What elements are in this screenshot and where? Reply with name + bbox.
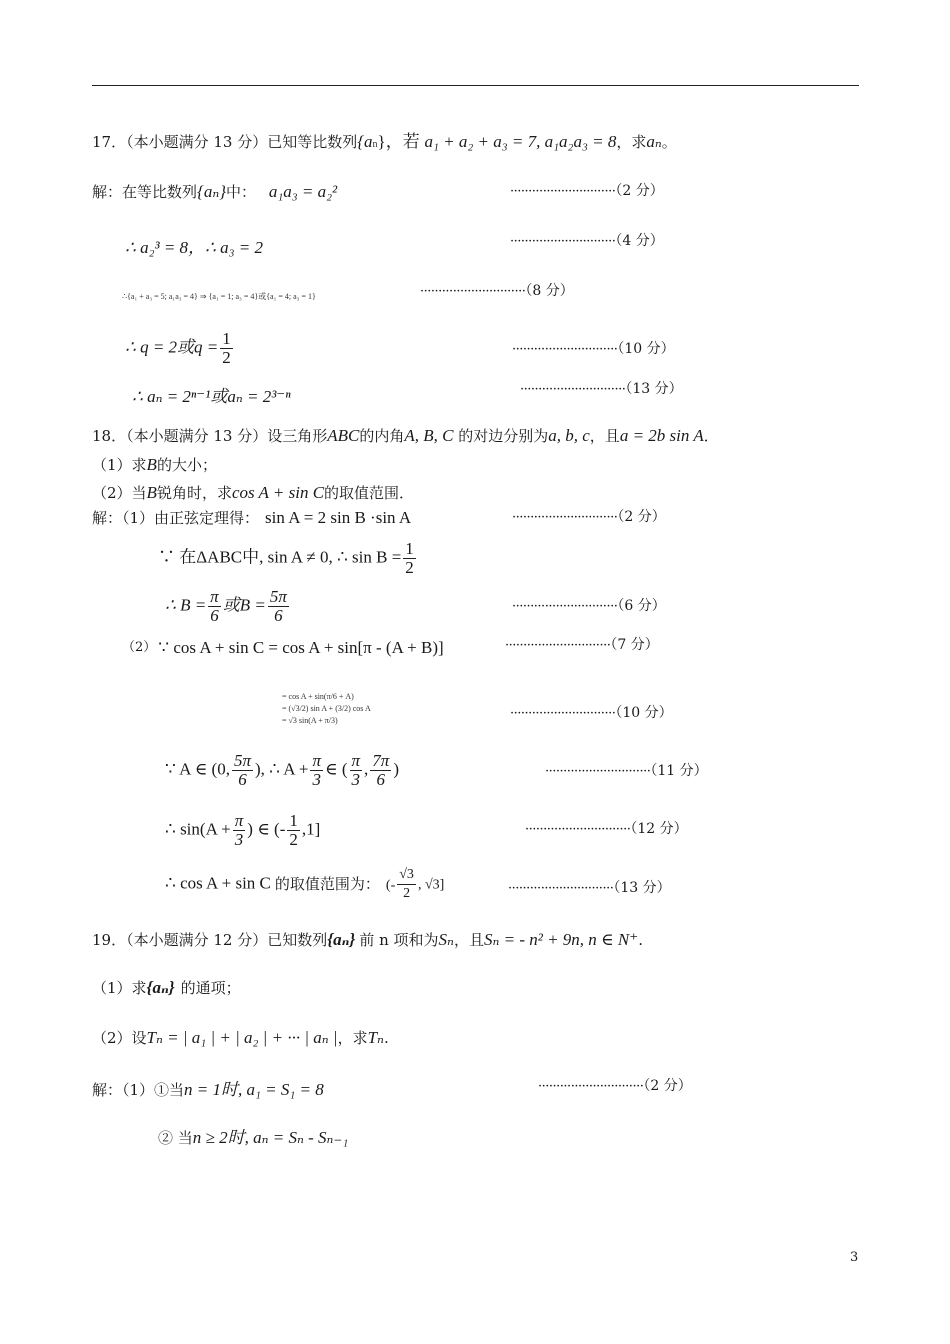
score-dots: ·····························（13 分） [508, 880, 671, 896]
problem-18-line7: ∴ sin(A + $\frac{\pi}{3}$ ) ∈ (- $\frac{1}{2}$ ,1] [165, 811, 321, 849]
problem-18-line2: ∵ 在ΔABC中, sin A ≠ 0, ∴ sin B = $\frac{1}{2}$ [158, 539, 414, 577]
problem-17-solution-intro: 解：在等比数列{aₙ}中： a₁a₃ = a₂² [92, 182, 338, 201]
problem-17-statement: 17．（本小题满分 13 分）已知等比数列{an}，若 a₁ + a₂ + a₃ = 7, a₁a₂a₃ = 8，求aₙ。 [92, 132, 677, 151]
problem-18-line5a: = cos A + sin(π/6 + A) [282, 692, 354, 701]
problem-19-q2: （2）设Tₙ = | a₁ | + | a₂ | + ··· | aₙ |，求Tₙ. [92, 1028, 389, 1047]
problem-18-line3: ∴ B = $\frac{\pi}{6}$ 或B = $\frac{5\pi}{6}$ [165, 587, 287, 625]
score-dots: ·····························（2 分） [538, 1078, 692, 1094]
problem-19-solution-2: ② 当n ≥ 2时, aₙ = Sₙ - Sₙ₋₁ [158, 1128, 349, 1147]
problem-17-step3: ∴{a₁ + a₃ = 5; a₁a₃ = 4} ⇒ {a₁ = 1; a₃ = 4}或{a₁ = 4; a₃ = 1} [122, 292, 316, 301]
problem-18-line6: ∵ A ∈ (0, $\frac{5\pi}{6}$ ), ∴ A + $\frac{\pi}{3}$ ∈ ( $\frac{\pi}{3}$ , $\frac{7\pi}{6}$ ) [165, 751, 399, 789]
score-dots: ·····························（2 分） [510, 183, 664, 199]
score-dots: ·····························（10 分） [510, 705, 673, 721]
problem-19-solution-1: 解：（1）①当n = 1时, a₁ = S₁ = 8 [92, 1080, 324, 1099]
problem-17-step2: ∴ a₂³ = 8，∴ a₃ = 2 [125, 238, 263, 257]
problem-19-statement: 19．（本小题满分 12 分）已知数列{aₙ} 前 n 项和为Sₙ，且Sₙ = - n² + 9n, n ∈ N⁺. [92, 930, 643, 949]
page-number: 3 [850, 1250, 859, 1265]
problem-18-solution-1: 解：（1）由正弦定理得： sin A = 2 sin B ·sin A [92, 508, 412, 527]
problem-18-line8: ∴ cos A + sin C 的取值范围为： (- $\frac{√3}{2}$ , √3] [165, 867, 445, 901]
problem-18-line4: （2） ∵ cos A + sin C = cos A + sin[π - (A + B)] [122, 638, 444, 657]
score-dots: ·····························（8 分） [420, 283, 574, 299]
problem-18-statement: 18．（本小题满分 13 分）设三角形ABC的内角A, B, C 的对边分别为a, b, c，且a = 2b sin A． [92, 426, 719, 445]
score-dots: ·····························（7 分） [505, 637, 659, 653]
problem-19-q1: （1）求{aₙ} 的通项； [92, 978, 241, 997]
problem-18-line5b: = (√3/2) sin A + (3/2) cos A [282, 704, 371, 713]
score-dots: ·····························（13 分） [520, 381, 683, 397]
problem-18-q2: （2）当B锐角时，求cos A + sin C的取值范围． [92, 483, 415, 502]
problem-17-step4: ∴ q = 2或q = $\frac{1}{2}$ [125, 329, 231, 367]
score-dots: ·····························（10 分） [512, 341, 675, 357]
score-dots: ·····························（4 分） [510, 233, 664, 249]
problem-17-step5: ∴ aₙ = 2ⁿ⁻¹或aₙ = 2³⁻ⁿ [132, 387, 291, 406]
score-dots: ·····························（11 分） [545, 763, 708, 779]
problem-18-line5c: = √3 sin(A + π/3) [282, 716, 338, 725]
score-dots: ·····························（12 分） [525, 821, 688, 837]
score-dots: ·····························（2 分） [512, 509, 666, 525]
header-rule [92, 85, 859, 86]
score-dots: ·····························（6 分） [512, 598, 666, 614]
problem-18-q1: （1）求B的大小； [92, 455, 217, 474]
